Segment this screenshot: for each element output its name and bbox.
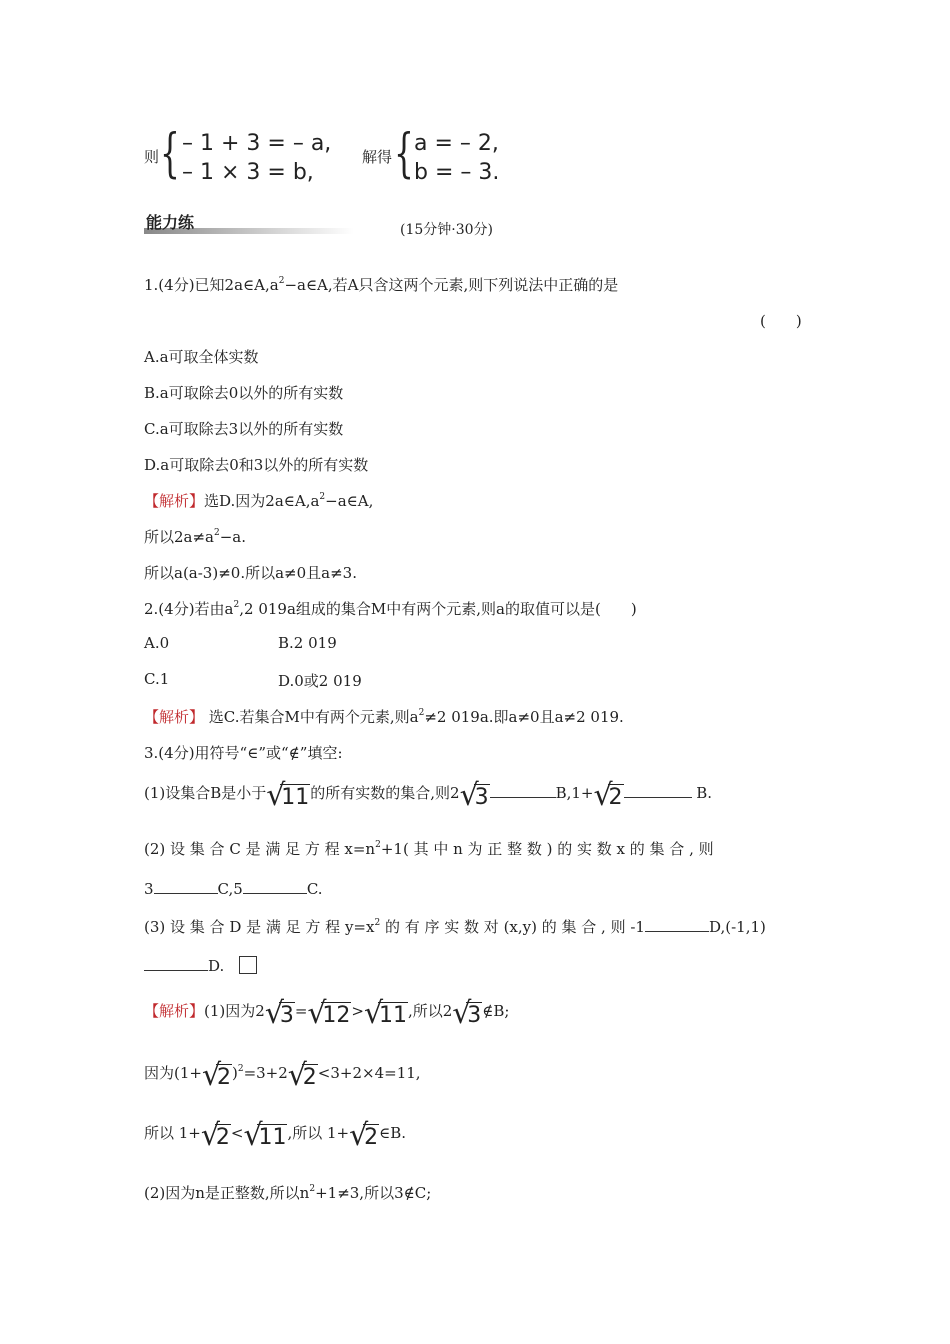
- q1-option-a: A.a可取全体实数: [144, 348, 259, 366]
- right-brace: {: [394, 124, 414, 184]
- q3-part1: (1)设集合B是小于 √ 11的所有实数的集合,则2 √ 3 B,1+ √ 2 B.: [144, 778, 713, 813]
- q1-option-d: D.a可取除去0和3以外的所有实数: [144, 456, 369, 474]
- left-brace: {: [160, 124, 180, 184]
- q3-stem: 3.(4分)用符号“∈”或“∉”填空:: [144, 744, 343, 762]
- ze-text: 则: [144, 148, 160, 166]
- sqrt-2: √ 2: [201, 1058, 231, 1093]
- q1-stem: 1.(4分)已知$2a\in A,a^2-a\in A$,若A只含这两个元素,则下列说法中正确的是: [144, 276, 619, 294]
- sqrt-2: √ 2: [593, 778, 623, 813]
- sqrt-11: √ 11: [266, 778, 310, 813]
- jiede-text: 解得: [362, 148, 393, 166]
- sqrt-3: √ 3: [264, 996, 294, 1031]
- q2-option-d: D.0或2 019: [278, 672, 362, 690]
- sqrt-11: √ 11: [363, 996, 407, 1031]
- checkbox[interactable]: [239, 956, 257, 974]
- sqrt-2: √ 2: [200, 1118, 230, 1153]
- sqrt-11: √ 11: [243, 1118, 287, 1153]
- q1-option-b: B.a可取除去0以外的所有实数: [144, 384, 344, 402]
- q3-part2-line1: (2) 设 集 合 C 是 满 足 方 程 $x=n^2+1$( 其 中 n 为 正 整 数 ) 的 实 数 x 的 集 合 , 则: [144, 840, 714, 858]
- sqrt-2: √ 2: [349, 1118, 379, 1153]
- equation-1: – 1 + 3 = – a,: [182, 131, 332, 156]
- answer-b: b = – 3.: [414, 160, 500, 185]
- q3-solution-line1: 【解析】(1)因为2 √ 3= √ 12> √ 11,所以2 √ 3∉B;: [144, 996, 510, 1031]
- blank[interactable]: [624, 797, 692, 798]
- q1-solution-line1: 【解析】选D.因为$2a\in A,a^2-a\in A$,: [144, 492, 374, 510]
- section-title: 能力练: [146, 213, 195, 232]
- q3-part2-line2: 3 C,5 C.: [144, 880, 323, 898]
- q3-solution-line2: 因为(1+ √ 2)$^2$=3+2 √ 2<3+2×4=11,: [144, 1058, 421, 1093]
- sqrt-3: √ 3: [459, 778, 489, 813]
- q2-solution: 【解析】 选C.若集合M中有两个元素,则$a^2\ne 2$ 019a.即a≠0且a≠2 019.: [144, 708, 624, 726]
- q3-part3-line2: D.: [144, 956, 257, 975]
- q1-option-c: C.a可取除去3以外的所有实数: [144, 420, 344, 438]
- blank[interactable]: [490, 797, 556, 798]
- q2-option-c: C.1: [144, 670, 170, 688]
- blank[interactable]: [144, 970, 208, 971]
- q2-option-b: B.2 019: [278, 634, 337, 652]
- q1-solution-line3: 所以a(a-3)≠0.所以a≠0且a≠3.: [144, 564, 357, 582]
- solution-label: 【解析】: [144, 708, 205, 726]
- answer-a: a = – 2,: [414, 131, 499, 156]
- q3-solution-line3: 所以 1+ √ 2< √ 11,所以 1+ √ 2∈B.: [144, 1118, 407, 1153]
- q3-solution-line4: (2)因为n是正整数,所以$n^2+1\ne 3$,所以3∉C;: [144, 1184, 432, 1202]
- blank[interactable]: [154, 893, 218, 894]
- equation-2: – 1 × 3 = b,: [182, 160, 314, 185]
- blank[interactable]: [243, 893, 307, 894]
- section-time: (15分钟·30分): [400, 222, 494, 238]
- blank[interactable]: [645, 931, 709, 932]
- solution-label: 【解析】: [144, 492, 205, 510]
- solution-label: 【解析】: [144, 1002, 205, 1020]
- sqrt-2: √ 2: [287, 1058, 317, 1093]
- q2-option-a: A.0: [144, 634, 170, 652]
- q3-part3-line1: (3) 设 集 合 D 是 满 足 方 程 $y=x^2$ 的 有 序 实 数 对 (x,y) 的 集 合 , 则 -1 D,(-1,1): [144, 918, 766, 936]
- sqrt-3: √ 3: [452, 996, 482, 1031]
- q2-stem: 2.(4分)若由$a^2,2$ 019a组成的集合M中有两个元素,则a的取值可以是( ): [144, 600, 637, 618]
- sqrt-12: √ 12: [307, 996, 351, 1031]
- q1-solution-line2: 所以$2a\ne a^2-a$.: [144, 528, 247, 546]
- q1-answer-paren: ( ): [760, 312, 802, 330]
